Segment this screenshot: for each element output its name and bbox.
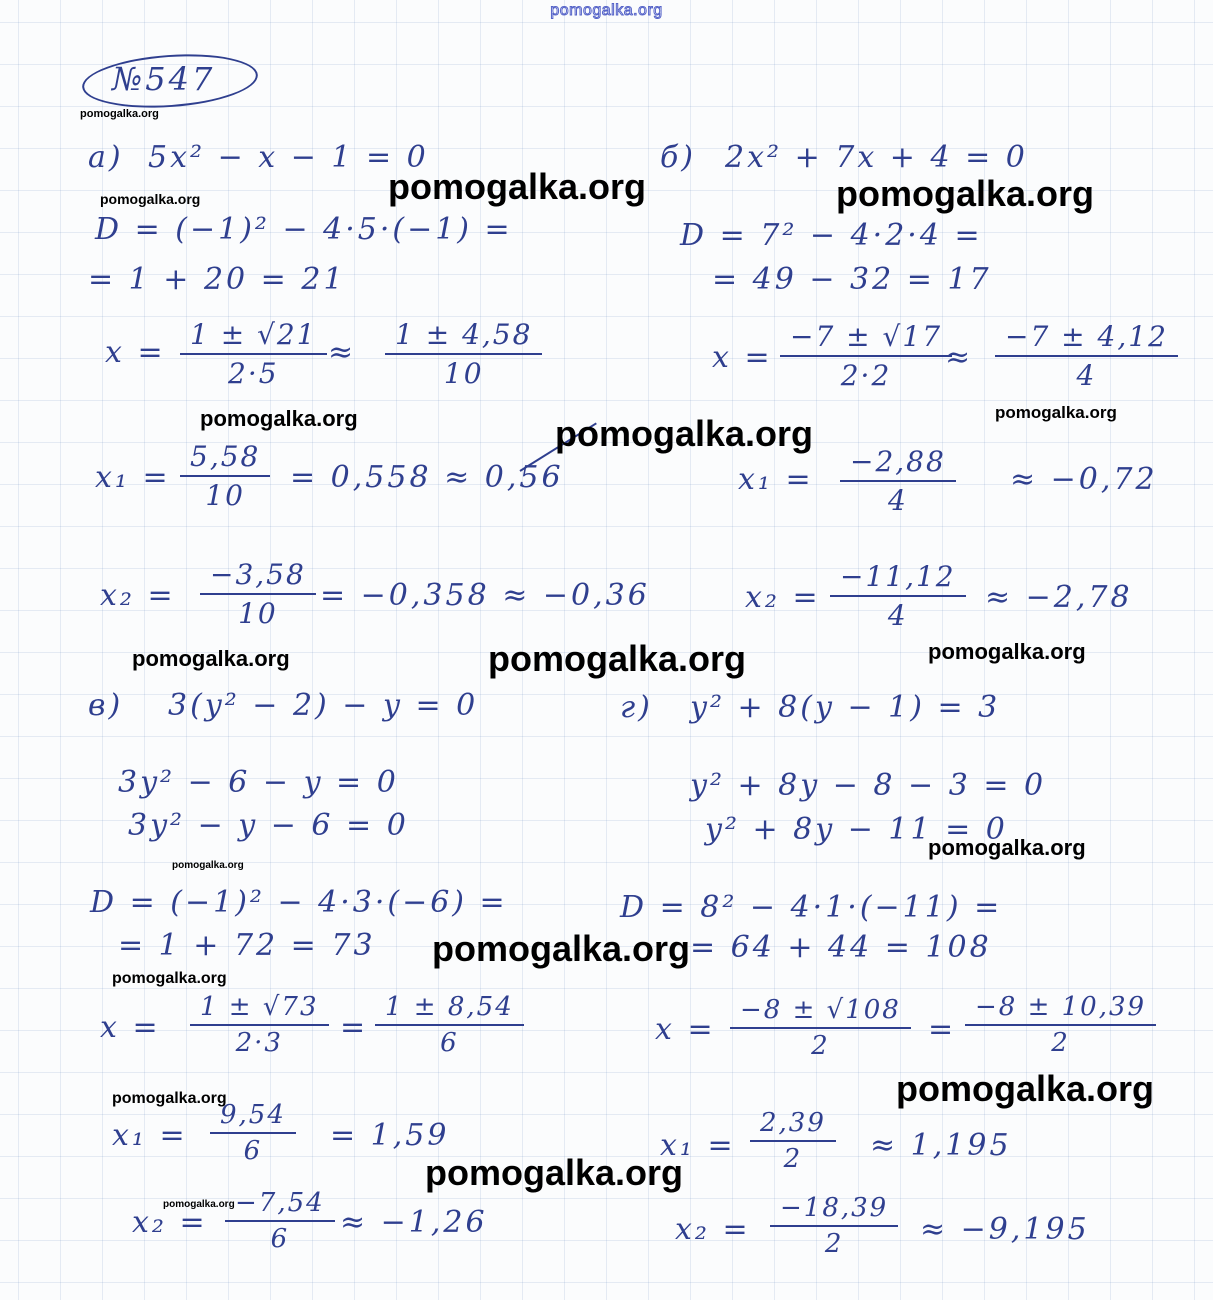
b-x-prefix: x = bbox=[712, 340, 773, 375]
a-x2-result: = −0,358 ≈ −0,36 bbox=[320, 578, 650, 613]
v-x1-prefix: x₁ = bbox=[112, 1118, 188, 1153]
a-label: а) bbox=[88, 140, 124, 175]
g-step-2: y² + 8y − 11 = 0 bbox=[705, 812, 1008, 847]
v-discriminant: D = (−1)² − 4·3·(−6) = bbox=[90, 885, 508, 920]
b-x-numerator: −7 ± √17 bbox=[780, 320, 952, 357]
watermark: pomogalka.org bbox=[163, 1199, 235, 1210]
a-x-numerator-2: 1 ± 4,58 bbox=[385, 318, 542, 355]
b-x2-prefix: x₂ = bbox=[745, 580, 821, 615]
g-step-1: y² + 8y − 8 − 3 = 0 bbox=[690, 768, 1047, 803]
v-x2-denominator: 6 bbox=[270, 1224, 290, 1254]
v-x2-result: ≈ −1,26 bbox=[340, 1205, 488, 1240]
v-x-numerator: 1 ± √73 bbox=[190, 992, 329, 1026]
v-x-denominator-2: 6 bbox=[440, 1028, 459, 1058]
b-disc-result: = 49 − 32 = 17 bbox=[712, 262, 992, 297]
g-x2-numerator: −18,39 bbox=[770, 1193, 898, 1227]
g-x-prefix: x = bbox=[655, 1012, 716, 1047]
g-disc-result: = 64 + 44 = 108 bbox=[690, 930, 992, 965]
g-x-denominator-2: 2 bbox=[1051, 1028, 1070, 1058]
problem-number: №547 bbox=[112, 60, 216, 98]
g-x1-prefix: x₁ = bbox=[660, 1128, 736, 1163]
a-x1-numerator: 5,58 bbox=[180, 440, 270, 477]
v-x1-fraction bbox=[210, 1100, 296, 1166]
a-disc-result: = 1 + 20 = 21 bbox=[88, 262, 346, 297]
g-x-fraction-2 bbox=[965, 992, 1156, 1058]
b-x-fraction-2 bbox=[995, 320, 1178, 392]
v-x-numerator-2: 1 ± 8,54 bbox=[375, 992, 524, 1026]
b-x1-prefix: x₁ = bbox=[738, 462, 814, 497]
v-disc-result: = 1 + 72 = 73 bbox=[118, 928, 376, 963]
a-x2-prefix: x₂ = bbox=[100, 578, 176, 613]
watermark: pomogalka.org bbox=[112, 1090, 227, 1107]
b-x2-denominator: 4 bbox=[887, 599, 908, 632]
v-x-denominator: 2·3 bbox=[235, 1028, 283, 1058]
v-step-2: 3y² − y − 6 = 0 bbox=[128, 808, 409, 843]
b-x1-fraction bbox=[840, 445, 956, 517]
g-x-fraction bbox=[730, 995, 911, 1061]
g-eq: = bbox=[928, 1012, 957, 1047]
a-x2-numerator: −3,58 bbox=[200, 558, 316, 595]
a-x1-prefix: x₁ = bbox=[95, 460, 171, 495]
b-discriminant: D = 7² − 4·2·4 = bbox=[680, 218, 983, 253]
v-x2-prefix: x₂ = bbox=[132, 1205, 208, 1240]
b-approx: ≈ bbox=[945, 340, 974, 375]
g-x2-fraction bbox=[770, 1193, 898, 1259]
watermark: pomogalka.org bbox=[388, 166, 647, 207]
watermark: pomogalka.org bbox=[425, 1152, 684, 1193]
b-x-denominator-2: 4 bbox=[1076, 359, 1097, 392]
b-x2-fraction bbox=[830, 560, 966, 632]
a-x1-result: = 0,558 ≈ 0,56 bbox=[290, 460, 564, 495]
g-x-numerator: −8 ± √108 bbox=[730, 995, 911, 1029]
a-x2-denominator: 10 bbox=[238, 597, 278, 630]
b-x-numerator-2: −7 ± 4,12 bbox=[995, 320, 1178, 357]
b-x1-numerator: −2,88 bbox=[840, 445, 956, 482]
b-x1-result: ≈ −0,72 bbox=[1010, 462, 1158, 497]
v-x-fraction bbox=[190, 992, 329, 1058]
v-x-fraction-2 bbox=[375, 992, 524, 1058]
watermark: pomogalka.org bbox=[995, 403, 1117, 422]
g-x-numerator-2: −8 ± 10,39 bbox=[965, 992, 1156, 1026]
g-x2-result: ≈ −9,195 bbox=[920, 1212, 1090, 1247]
watermark: pomogalka.org bbox=[928, 639, 1086, 664]
g-x1-denominator: 2 bbox=[783, 1144, 803, 1174]
watermark: pomogalka.org bbox=[896, 1068, 1155, 1109]
v-x1-numerator: 9,54 bbox=[210, 1100, 296, 1134]
a-x-denominator: 2·5 bbox=[228, 357, 279, 390]
b-x-denominator: 2·2 bbox=[840, 359, 892, 392]
watermark: pomogalka.org bbox=[432, 928, 691, 969]
b-equation: 2x² + 7x + 4 = 0 bbox=[725, 140, 1028, 175]
a-discriminant: D = (−1)² − 4·5·(−1) = bbox=[95, 212, 513, 247]
g-x2-denominator: 2 bbox=[824, 1229, 844, 1259]
watermark: pomogalka.org bbox=[488, 638, 747, 679]
watermark: pomogalka.org bbox=[132, 646, 290, 671]
watermark: pomogalka.org bbox=[200, 406, 358, 431]
watermark: pomogalka.org bbox=[836, 173, 1095, 214]
g-x1-numerator: 2,39 bbox=[750, 1108, 836, 1142]
g-x-denominator: 2 bbox=[811, 1031, 830, 1061]
v-eq: = bbox=[340, 1010, 369, 1045]
v-x1-denominator: 6 bbox=[243, 1136, 263, 1166]
b-x2-numerator: −11,12 bbox=[830, 560, 966, 597]
g-x1-fraction bbox=[750, 1108, 836, 1174]
v-x-prefix: x = bbox=[100, 1010, 161, 1045]
v-x1-result: = 1,59 bbox=[330, 1118, 450, 1153]
b-x1-denominator: 4 bbox=[887, 484, 908, 517]
a-x-denominator-2: 10 bbox=[443, 357, 484, 390]
v-equation: 3(y² − 2) − y = 0 bbox=[168, 688, 479, 723]
g-discriminant: D = 8² − 4·1·(−11) = bbox=[620, 890, 1003, 925]
a-x2-fraction bbox=[200, 558, 316, 630]
v-label: в) bbox=[88, 688, 124, 723]
a-x1-fraction bbox=[180, 440, 270, 512]
g-x2-prefix: x₂ = bbox=[675, 1212, 751, 1247]
a-x-prefix: x = bbox=[105, 335, 166, 370]
g-label: г) bbox=[620, 690, 653, 725]
g-x1-result: ≈ 1,195 bbox=[870, 1128, 1012, 1163]
watermark: pomogalka.org bbox=[80, 108, 159, 120]
a-x-fraction-2 bbox=[385, 318, 542, 390]
watermark: pomogalka.org bbox=[112, 970, 227, 987]
b-label: б) bbox=[660, 140, 697, 175]
watermark-top: pomogalka.org bbox=[550, 2, 663, 19]
a-equation: 5x² − x − 1 = 0 bbox=[148, 140, 429, 175]
a-x-numerator: 1 ± √21 bbox=[180, 318, 327, 355]
g-equation: y² + 8(y − 1) = 3 bbox=[690, 690, 1001, 725]
a-approx: ≈ bbox=[328, 335, 357, 370]
v-x2-fraction bbox=[225, 1188, 335, 1254]
v-x2-numerator: −7,54 bbox=[225, 1188, 335, 1222]
watermark: pomogalka.org bbox=[928, 835, 1086, 860]
b-x2-result: ≈ −2,78 bbox=[985, 580, 1133, 615]
a-x-fraction bbox=[180, 318, 327, 390]
a-x1-denominator: 10 bbox=[205, 479, 245, 512]
watermark: pomogalka.org bbox=[100, 191, 201, 207]
b-x-fraction bbox=[780, 320, 952, 392]
watermark: pomogalka.org bbox=[555, 413, 814, 454]
v-step-1: 3y² − 6 − y = 0 bbox=[118, 765, 399, 800]
watermark: pomogalka.org bbox=[172, 860, 244, 871]
